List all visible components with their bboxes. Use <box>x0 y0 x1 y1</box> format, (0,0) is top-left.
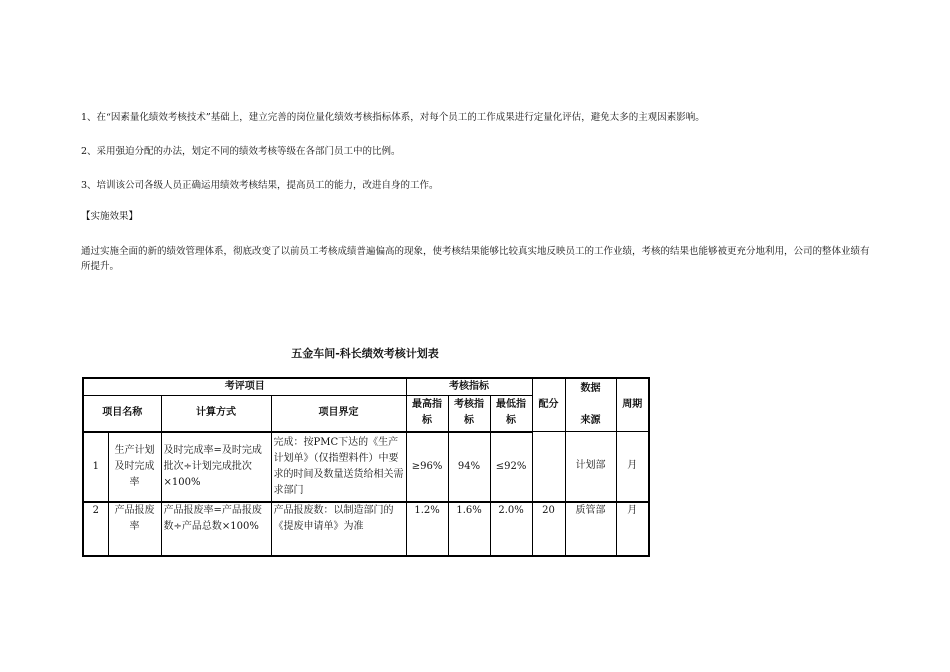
target-indicator-cell: 94% <box>448 432 490 502</box>
row-number: 1 <box>83 432 108 502</box>
table-row <box>83 432 649 502</box>
period-cell: 月 <box>616 502 649 556</box>
kpi-plan-table <box>82 377 650 557</box>
header-item-name: 项目名称 <box>83 396 161 432</box>
header-evaluation-items: 考评项目 <box>83 378 406 396</box>
calc-method-cell: 及时完成率=及时完成批次÷计划完成批次×100% <box>161 432 271 502</box>
header-score: 配分 <box>532 378 565 432</box>
calc-method-cell: 产品报废率=产品报废数÷产品总数×100% <box>161 502 271 556</box>
score-cell <box>532 432 565 502</box>
header-target-indicator: 考核指标 <box>448 396 490 432</box>
header-period: 周期 <box>616 378 649 432</box>
paragraph-effect: 通过实施全面的新的绩效管理体系，彻底改变了以前员工考核成绩普遍偏高的现象，使考核结果能够比较真实地反映员工的工作业绩，考核的结果也能够被更充分地利用，公司的整体业绩有所提升。 <box>81 246 870 272</box>
item-definition-cell: 产品报废数：以制造部门的《提废申请单》为准 <box>271 502 406 556</box>
paragraph-2: 2、采用强迫分配的办法，划定不同的绩效考核等级在各部门员工中的比例。 <box>81 146 401 157</box>
data-source-cell: 质管部 <box>565 502 616 556</box>
data-source-cell: 计划部 <box>565 432 616 502</box>
min-indicator-cell: 2.0% <box>490 502 532 556</box>
max-indicator-cell: ≥96% <box>406 432 448 502</box>
min-indicator-cell: ≤92% <box>490 432 532 502</box>
section-heading-implementation-effect: 【实施效果】 <box>81 211 139 222</box>
item-definition-cell: 完成：按PMC下达的《生产计划单》（仅指塑料件）中要求的时间及数量送货给相关需求部门 <box>271 432 406 502</box>
target-indicator-cell: 1.6% <box>448 502 490 556</box>
item-name-cell: 产品报废率 <box>108 502 161 556</box>
header-max-indicator: 最高指标 <box>406 396 448 432</box>
table-title: 五金车间-科长绩效考核计划表 <box>291 347 439 360</box>
header-calc-method: 计算方式 <box>161 396 271 432</box>
paragraph-3: 3、培训该公司各级人员正确运用绩效考核结果，提高员工的能力，改进自身的工作。 <box>81 180 439 191</box>
period-cell: 月 <box>616 432 649 502</box>
header-indicators: 考核指标 <box>406 378 532 396</box>
score-cell: 20 <box>532 502 565 556</box>
header-item-definition: 项目界定 <box>271 396 406 432</box>
item-name-cell: 生产计划及时完成率 <box>108 432 161 502</box>
header-min-indicator: 最低指标 <box>490 396 532 432</box>
table-row <box>83 502 649 556</box>
row-number: 2 <box>83 502 108 556</box>
header-data-source: 数据 来源 <box>565 378 616 432</box>
max-indicator-cell: 1.2% <box>406 502 448 556</box>
paragraph-1: 1、在“因素量化绩效考核技术”基础上，建立完善的岗位量化绩效考核指标体系，对每个员工的工作成果进行定量化评估，避免太多的主观因素影响。 <box>81 112 705 123</box>
